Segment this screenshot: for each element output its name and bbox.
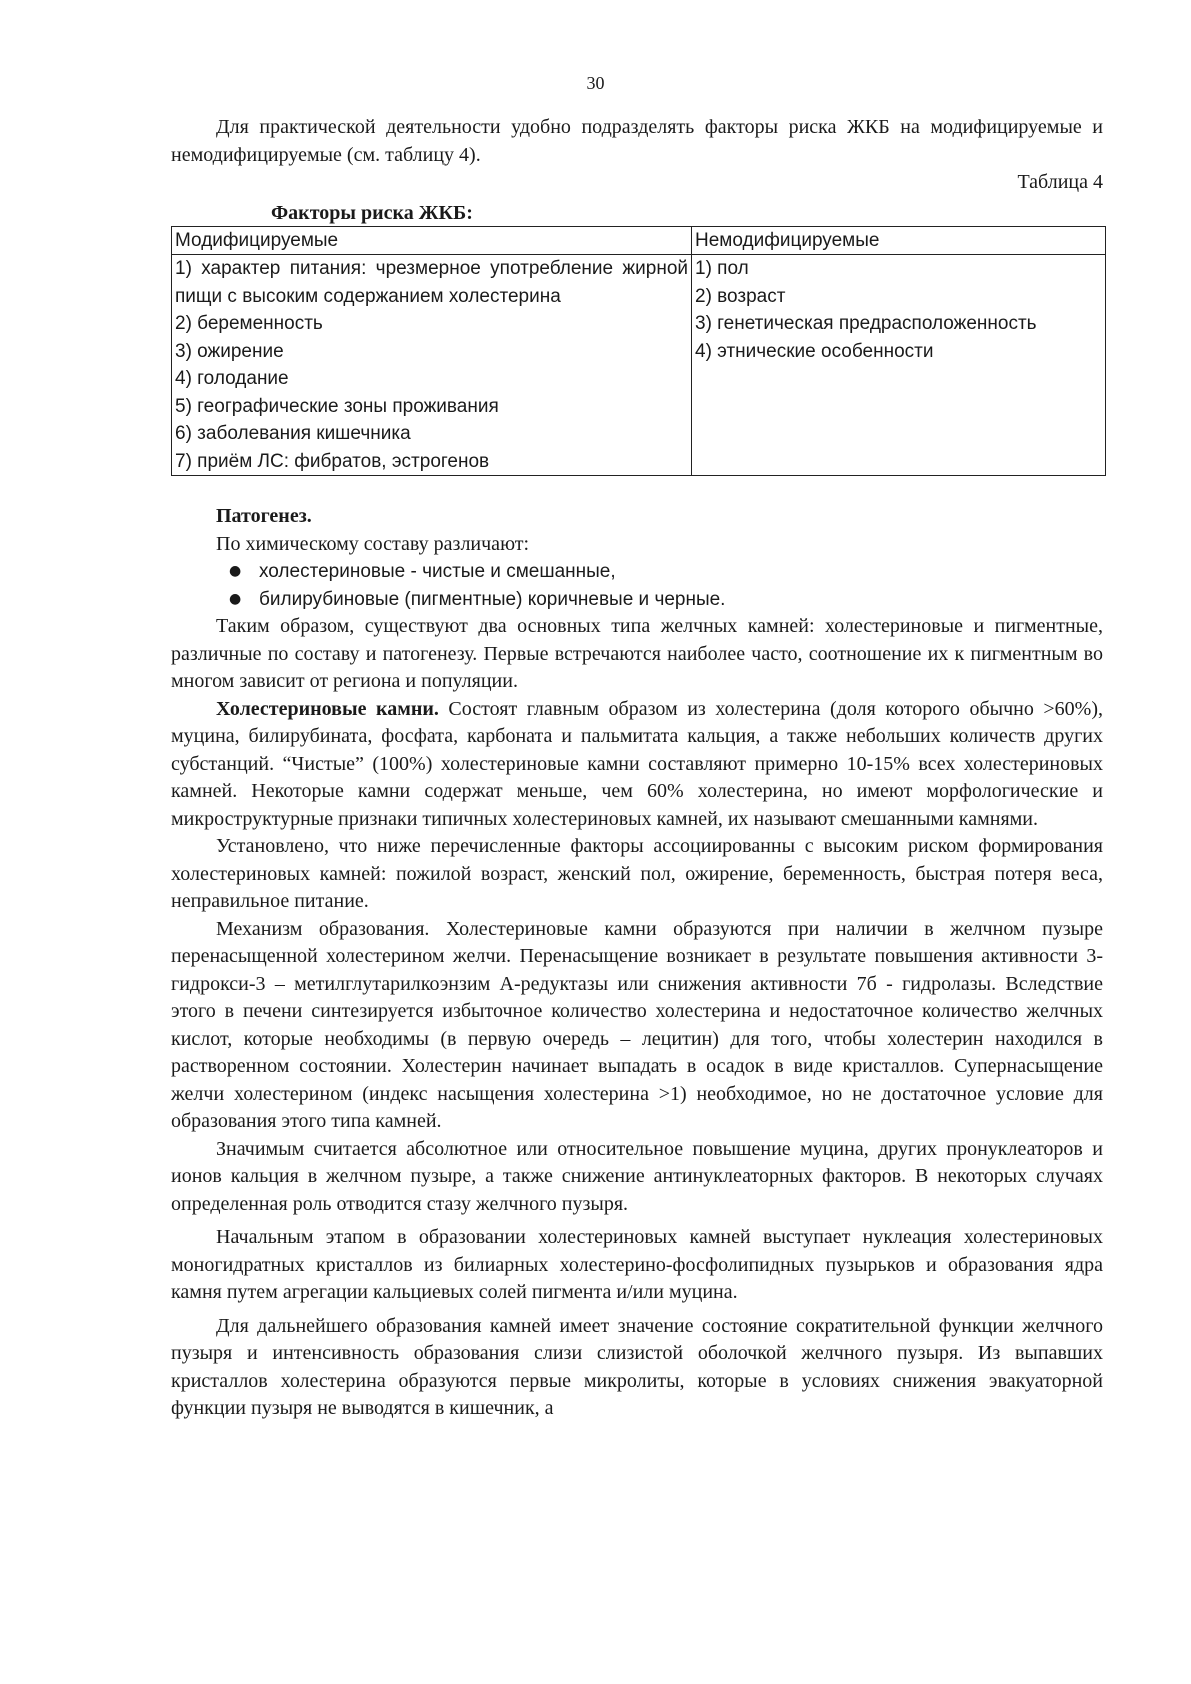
non-modifiable-cell [692,255,1106,476]
non-modifiable-item: 3) генетическая предрасположенность [695,313,1037,334]
paragraph-types: Таким образом, существуют два основных типа желчных камней: холестериновые и пигментные, различные по составу и патогенезу. Первые встречаются наиболее часто, соотношение их к пигментным во многом зависит от региона и популяции. [171,615,1103,692]
table-caption: Таблица 4 [1017,171,1103,193]
modifiable-item: 5) географические зоны проживания [175,395,499,417]
table-header-row [172,226,1106,255]
modifiable-item: 2) беременность [175,313,323,334]
paragraph-further-formation: Для дальнейшего образования камней имеет значение состояние сократительной функции желчного пузыря и интенсивность образования слизи слизистой оболочкой желчного пузыря. Из выпавших кристаллов холестерина образуются первые микролиты, которые в условиях снижения эвакуаторной функции пузыря не выводятся в кишечник, а [171,1314,1103,1419]
header-modifiable: Модифицируемые [172,226,692,255]
paragraph-nucleation: Начальным этапом в образовании холестериновых камней выступает нуклеация холестериновых моногидратных кристаллов из билиарных холестерино-фосфолипидных пузырьков и образования ядра камня путем агрегации кальциевых солей пигмента и/или муцина. [171,1226,1103,1303]
header-non-modifiable: Немодифицируемые [692,226,1106,255]
page-number: 30 [586,73,605,93]
list-item: ● холестериновые - чистые и смешанные, [259,558,1103,586]
risk-factors-table [171,226,1106,477]
non-modifiable-item: 4) этнические особенности [695,340,934,362]
pathogenesis-heading: Патогенез. [216,505,312,527]
bullet-icon: ● [229,590,242,607]
modifiable-item: 3) ожирение [175,340,284,362]
table-title: Факторы риска ЖКБ: [271,201,473,224]
composition-intro: По химическому составу различают: [216,532,530,555]
composition-list [171,558,1103,613]
modifiable-item: 6) заболевания кишечника [175,423,411,444]
modifiable-item: 1) характер питания: чрезмерное употребление жирной пищи с высоким содержанием холестерина [175,258,688,307]
paragraph-cholesterol-stones: Холестериновые камни. Состоят главным образом из холестерина (доля которого обычно >60%), муцина, билирубината, фосфата, карбоната и пальмитата кальция, а также небольших количеств других субстанций. “Чистые” (100%) холестериновые камни составляют примерно 10-15% всех холестериновых камней. Некоторые камни содержат меньше, чем 60% холестерина, но имеют морфологические и микроструктурные признаки типичных холестериновых камней, их называют смешанными камнями. [171,697,1104,830]
page-content [171,114,1103,1423]
list-item: ● билирубиновые (пигментные) коричневые и черные. [259,586,1103,614]
non-modifiable-item: 1) пол [695,258,749,279]
paragraph-risk-association: Установлено, что ниже перечисленные факторы ассоциированны с высоким риском формирования холестериновых камней: пожилой возраст, женский пол, ожирение, беременность, быстрая потеря веса, неправильное питание. [171,835,1103,912]
modifiable-item: 7) приём ЛС: фибратов, эстрогенов [175,450,490,472]
paragraph-mechanism: Механизм образования. Холестериновые камни образуются при наличии в желчном пузыре перенасыщенной холестерином желчи. Перенасыщение возникает в результате повышения активности 3-гидрокси-3 – метилглутарилкоэнзим А-редуктазы или снижения активности 7б - гидролазы. Вследствие этого в печени синтезируется избыточное количество холестерина и недостаточное количество желчных кислот, которые необходимы (в первую очередь – лецитин) для того, чтобы холестерин находился в растворенном состоянии. Холестерин начинает выпадать в осадок в виде кристаллов. Супернасыщение желчи холестерином (индекс насыщения холестерина >1) необходимое, но не достаточное условие для образования этого типа камней. [171,917,1103,1132]
bullet-icon: ● [229,563,242,579]
non-modifiable-item: 2) возраст [695,285,786,307]
table-row [172,255,1106,476]
paragraph-mucin: Значимым считается абсолютное или относительное повышение муцина, других пронуклеаторов и ионов кальция в желчном пузыре, а также снижение антинуклеаторных факторов. В некоторых случаях определенная роль отводится стазу желчного пузыря. [171,1137,1103,1215]
modifiable-cell [172,255,692,476]
cholesterol-stones-heading: Холестериновые камни. [216,697,439,720]
intro-paragraph: Для практической деятельности удобно подразделять факторы риска ЖКБ на модифицируемые и немодифицируемые (см. таблицу 4). [171,116,1103,166]
modifiable-item: 4) голодание [175,368,289,389]
